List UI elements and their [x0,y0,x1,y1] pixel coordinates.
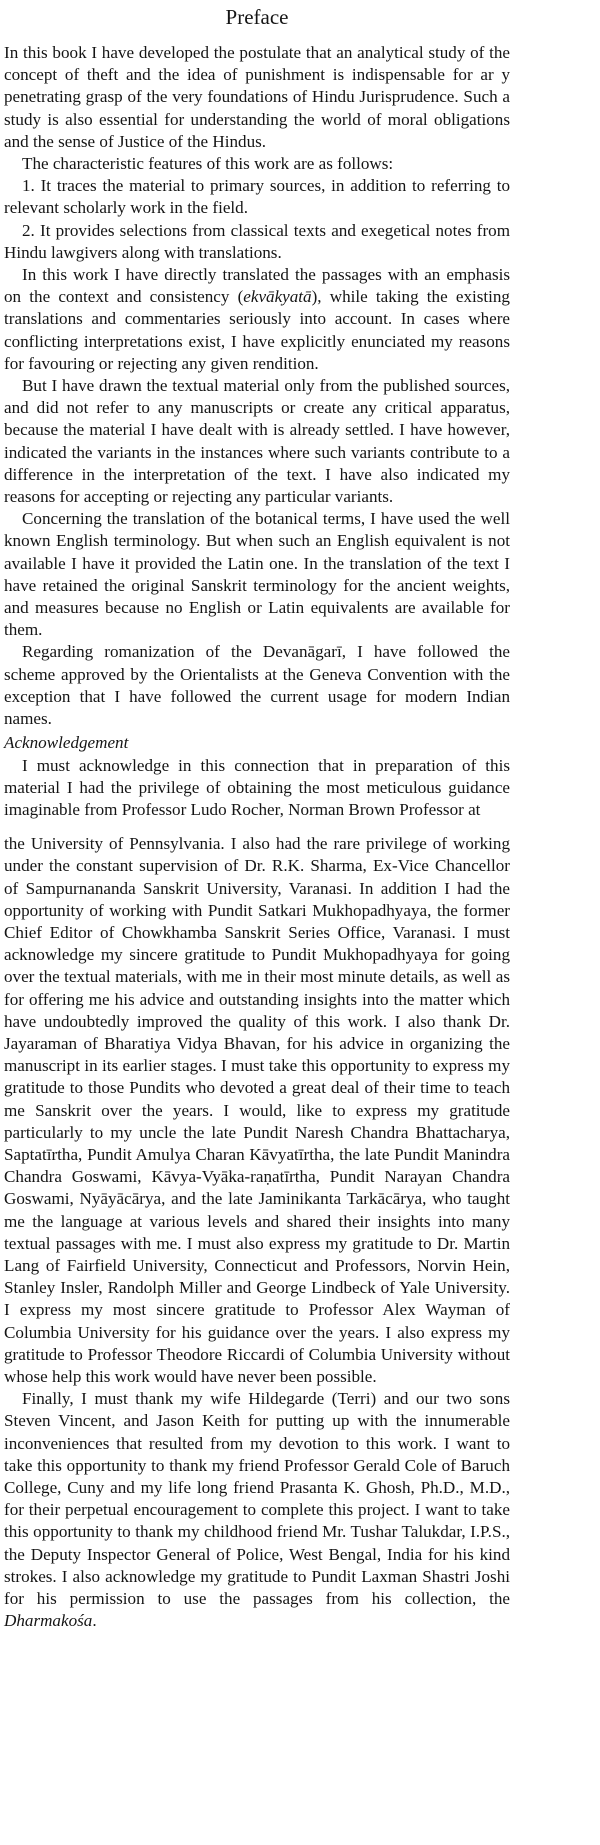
feature-item-2: 2. It provides selections from classical texts and exegetical notes from Hindu lawgivers along with translations. [4,220,510,262]
intro-paragraph: In this book I have developed the postulate that an analytical study of the concept of theft and the idea of punishment is indispensable for ar y penetrating grasp of the very foundations of Hindu Jurisprudence. Such a study is also essential for understanding the world of moral obligations and the sense of Justice of the Hindus. [4,43,510,151]
page-gap [4,821,510,833]
translation-text-before: In this work I have directly translated the passages with an emphasis on the context and consistency ( [4,265,510,307]
botanical-paragraph: Concerning the translation of the botanical terms, I have used the well known English terminology. But when such an English equivalent is not available I have it provided the Latin one. In the translation of the text I have retained the original Sanskrit terminology for the ancient weights, and measures because no English or Latin equivalents are available for them. [4,509,510,640]
acknowledgement-paragraph-1: I must acknowledge in this connection that in preparation of this material I had the privilege of obtaining the most meticulous guidance imaginable from Professor Ludo Rocher, Norman Brown Professor at [4,755,510,819]
family-text-end: . [92,1611,97,1631]
translation-text-after: ), while taking the existing translations and commentaries seriously into account. In cases where conflicting interpretations exist, I have explicitly enunciated my reasons for favouring or rejecting any given rendition. [4,287,510,373]
sources-paragraph: But I have drawn the textual material only from the published sources, and did not refer to any manuscripts or create any critical apparatus, because the material I have dealt with is already settled. I have however, indicated the variants in the instances where such variants contribute to a difference in the interpretation of the text. I have also indicated my reasons for accepting or rejecting any particular variants. [4,376,510,507]
translation-paragraph [4,264,510,375]
acknowledgement-paragraph-1-continued: the University of Pennsylvania. I also had the rare privilege of working under the constant supervision of Dr. R.K. Sharma, Ex-Vice Chancellor of Sampurnananda Sanskrit University, Varanasi. In addition I had the opportunity of working with Pundit Satkari Mukhopadhyaya, the former Chief Editor of Chowkhamba Sanskrit Series Office, Varanasi. I must acknowledge my sincere gratitude to Pundit Mukhopadhyaya for going over the textual materials, with me in their most minute details, as well as for offering me his advice and outstanding insights into the matter which have undoubtedly improved the quality of this work. I also thank Dr. Jayaraman of Bharatiya Vidya Bhavan, for his advice in organizing the manuscript in its earlier stages. I must take this opportunity to express my gratitude to those Pundits who devoted a great deal of their time to teach me Sanskrit over the years. I would, like to express my gratitude particularly to my uncle the late Pundit Naresh Chandra Bhattacharya, Saptatīrtha, Pundit Amulya Charan Kāvyatīrtha, the late Pundit Manindra Chandra Goswami, Kāvya-Vyāka-raṇatīrtha, Pundit Narayan Chandra Goswami, Nyāyācārya, and the late Jaminikanta Tarkācārya, who taught me the language at various levels and shared their insights into many textual passages with me. I must also express my gratitude to Dr. Martin Lang of Fairfield University, Connecticut and Professors, Norvin Hein, Stanley Insler, Randolph Miller and George Lindbeck of Yale University. I express my most sincere gratitude to Professor Alex Wayman of Columbia University for his guidance over the years. I also express my gratitude to Professor Theodore Riccardi of Columbia University without whose help this work would have never been possible. [4,834,510,1386]
acknowledgement-paragraph-2 [4,1388,510,1632]
features-intro: The characteristic features of this work are as follows: [22,154,394,174]
romanization-paragraph: Regarding romanization of the Devanāgarī, I have followed the scheme approved by the Orientalists at the Geneva Convention with the exception that I have followed the current usage for modern Indian names. [4,642,510,729]
dharmakosa-title: Dharmakośa [4,1611,93,1631]
preface-page [4,0,510,1632]
feature-item-1: 1. It traces the material to primary sources, in addition to referring to relevant scholarly work in the field. [4,176,510,218]
sanskrit-term-ekvakyata: ekvākyatā [243,287,312,307]
family-text: Finally, I must thank my wife Hildegarde (Terri) and our two sons Steven Vincent, and Jason Keith for putting up with the innumerable inconveniences that resulted from my devotion to this work. I want to take this opportunity to thank my friend Professor Gerald Cole of Baruch College, Cuny and my life long friend Prasanta K. Ghosh, Ph.D., M.D., for their perpetual encouragement to complete this project. I want to take this opportunity to thank my childhood friend Mr. Tushar Talukdar, I.P.S., the Deputy Inspector General of Police, West Bengal, India for his kind strokes. I also acknowledge my gratitude to Pundit Laxman Shastri Joshi for his permission to use the passages from his collection, the [4,1389,510,1609]
acknowledgement-heading: Acknowledgement [4,733,129,753]
page-title: Preface [225,5,289,29]
